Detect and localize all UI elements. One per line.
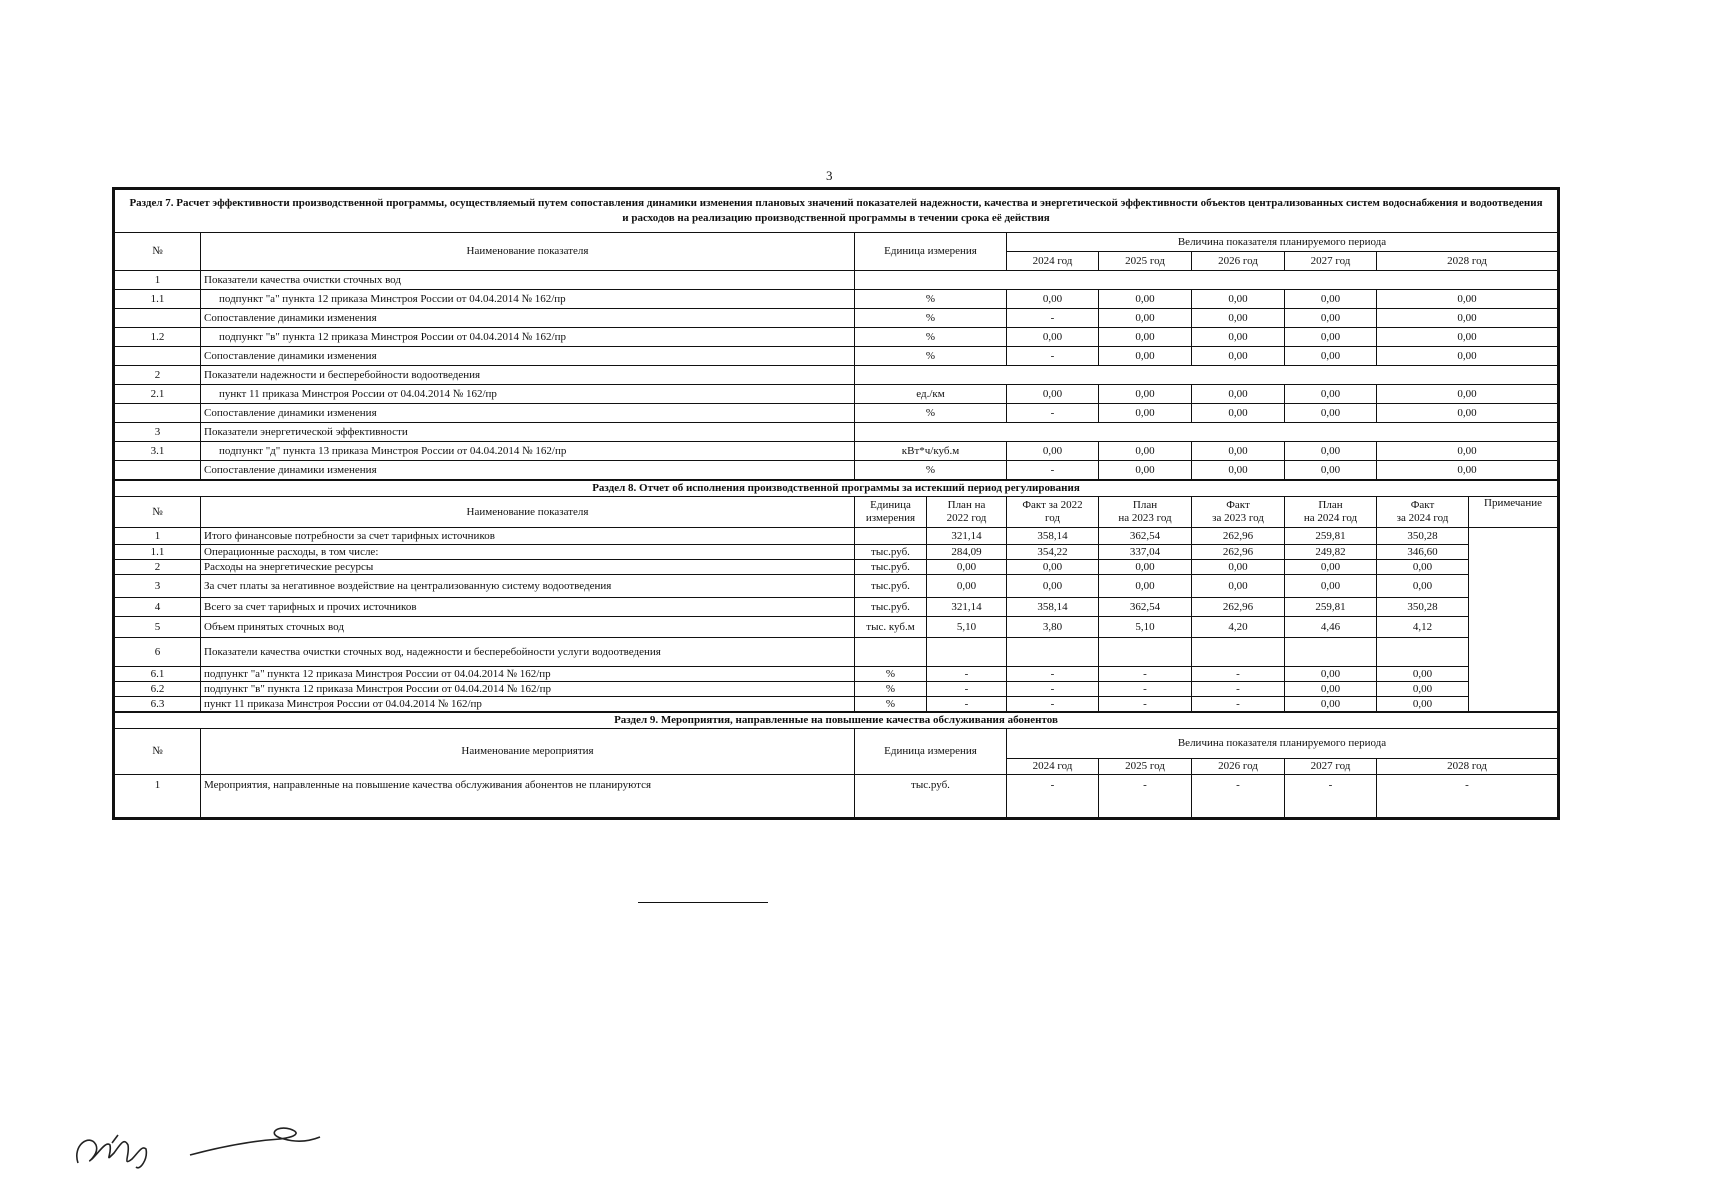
row-unit: тыс.руб. — [855, 560, 927, 575]
row-value: - — [1192, 667, 1285, 682]
row-value: 0,00 — [1285, 385, 1377, 404]
row-value — [1192, 638, 1285, 667]
row-value: - — [1377, 775, 1558, 818]
unit-header-line1: Единица — [870, 499, 911, 511]
row-value: - — [1007, 461, 1099, 480]
row-number: 1 — [115, 528, 201, 545]
row-number: 2 — [115, 366, 201, 385]
table-row — [115, 271, 1558, 290]
row-value: 0,00 — [1377, 461, 1558, 480]
year-header: 2024 год — [1007, 759, 1099, 775]
row-value: 259,81 — [1285, 598, 1377, 617]
row-number: 1 — [115, 775, 201, 818]
s8-col-name-header: Наименование показателя — [201, 497, 855, 528]
row-number — [115, 347, 201, 366]
period-header-line1: Факт — [1410, 499, 1435, 511]
row-value: 0,00 — [1285, 667, 1377, 682]
period-header-line2: за 2023 год — [1212, 512, 1264, 524]
row-value: 0,00 — [1192, 442, 1285, 461]
row-value — [1285, 638, 1377, 667]
row-unit: тыс. куб.м — [855, 617, 927, 638]
row-unit: тыс.руб. — [855, 775, 1007, 818]
table-row — [115, 442, 1558, 461]
row-value: 0,00 — [1007, 560, 1099, 575]
row-value: 262,96 — [1192, 528, 1285, 545]
unit-header-line2: измерения — [865, 512, 916, 524]
s8-period-header — [927, 497, 1007, 528]
s8-col-unit-header — [855, 497, 927, 528]
row-value: 0,00 — [1285, 309, 1377, 328]
row-value — [1377, 638, 1469, 667]
s8-period-header — [1285, 497, 1377, 528]
row-value: 0,00 — [1099, 575, 1192, 598]
col-period-header: Величина показателя планируемого периода — [1007, 233, 1558, 252]
row-value: 0,00 — [1285, 328, 1377, 347]
s9-col-unit-header: Единица измерения — [855, 729, 1007, 775]
year-header: 2028 год — [1377, 252, 1558, 271]
row-value — [927, 638, 1007, 667]
row-number: 6.1 — [115, 667, 201, 682]
row-name: Всего за счет тарифных и прочих источников — [201, 598, 855, 617]
row-name: подпункт "в" пункта 12 приказа Минстроя России от 04.04.2014 № 162/пр — [201, 328, 855, 347]
period-header-line1: Факт за 2022 — [1022, 499, 1083, 511]
row-value: 0,00 — [1099, 560, 1192, 575]
table-row — [115, 638, 1558, 667]
table-row — [115, 290, 1558, 309]
row-value: - — [1007, 309, 1099, 328]
document-frame — [112, 187, 1560, 820]
row-value: 321,14 — [927, 598, 1007, 617]
row-value: 0,00 — [1192, 290, 1285, 309]
row-number: 6.3 — [115, 697, 201, 712]
row-value: 350,28 — [1377, 598, 1469, 617]
table-row — [115, 575, 1558, 598]
year-header: 2027 год — [1285, 252, 1377, 271]
row-name: Сопоставление динамики изменения — [201, 461, 855, 480]
table-row — [115, 775, 1558, 818]
year-header: 2028 год — [1377, 759, 1558, 775]
period-header-line1: План — [1318, 499, 1343, 511]
period-header-line2: 2022 год — [946, 512, 987, 524]
row-number: 1 — [115, 271, 201, 290]
year-header: 2026 год — [1192, 759, 1285, 775]
row-value: 262,96 — [1192, 545, 1285, 560]
row-name: Операционные расходы, в том числе: — [201, 545, 855, 560]
row-value: 0,00 — [1099, 442, 1192, 461]
row-name: Мероприятия, направленные на повышение качества обслуживания абонентов не планируются — [201, 775, 855, 818]
year-header: 2024 год — [1007, 252, 1099, 271]
row-value: 0,00 — [1377, 667, 1469, 682]
row-value: 0,00 — [1099, 328, 1192, 347]
row-value: 358,14 — [1007, 598, 1099, 617]
year-header: 2025 год — [1099, 252, 1192, 271]
row-unit — [855, 638, 927, 667]
section7-table — [114, 189, 1558, 480]
row-number: 3 — [115, 575, 201, 598]
row-value: - — [1099, 667, 1192, 682]
row-name: Показатели надежности и бесперебойности водоотведения — [201, 366, 855, 385]
table-row — [115, 328, 1558, 347]
table-row — [115, 682, 1558, 697]
row-name: Итого финансовые потребности за счет тарифных источников — [201, 528, 855, 545]
s8-period-header — [1007, 497, 1099, 528]
row-number: 6.2 — [115, 682, 201, 697]
table-row — [115, 697, 1558, 712]
table-row — [115, 560, 1558, 575]
row-name: пункт 11 приказа Минстроя России от 04.04.2014 № 162/пр — [201, 385, 855, 404]
row-value: 0,00 — [1192, 560, 1285, 575]
group-empty — [855, 271, 1558, 290]
row-value: - — [1007, 347, 1099, 366]
s8-col-note-header: Примечание — [1469, 497, 1558, 528]
group-empty — [855, 366, 1558, 385]
period-header-line2: на 2023 год — [1118, 512, 1172, 524]
year-header: 2027 год — [1285, 759, 1377, 775]
table-row — [115, 366, 1558, 385]
row-name: Сопоставление динамики изменения — [201, 347, 855, 366]
period-header-line1: План на — [947, 499, 986, 511]
row-value: 4,12 — [1377, 617, 1469, 638]
row-value: - — [1007, 667, 1099, 682]
year-header: 2025 год — [1099, 759, 1192, 775]
row-number: 1.2 — [115, 328, 201, 347]
row-unit: % — [855, 290, 1007, 309]
table-row — [115, 545, 1558, 560]
row-value: 0,00 — [1007, 290, 1099, 309]
row-value — [1007, 638, 1099, 667]
row-value: - — [1099, 775, 1192, 818]
row-value: 0,00 — [1285, 347, 1377, 366]
row-value: 0,00 — [1377, 560, 1469, 575]
row-unit: % — [855, 697, 927, 712]
row-value: 346,60 — [1377, 545, 1469, 560]
section9-title: Раздел 9. Мероприятия, направленные на повышение качества обслуживания абонентов — [115, 713, 1558, 729]
row-unit: % — [855, 404, 1007, 423]
signature-line — [638, 902, 768, 903]
row-value: 0,00 — [1007, 442, 1099, 461]
row-number: 1.1 — [115, 545, 201, 560]
row-name: Показатели качества очистки сточных вод — [201, 271, 855, 290]
row-unit — [855, 528, 927, 545]
section8-table — [114, 480, 1558, 712]
row-unit: % — [855, 461, 1007, 480]
row-name: пункт 11 приказа Минстроя России от 04.04.2014 № 162/пр — [201, 697, 855, 712]
row-number — [115, 309, 201, 328]
row-value: 362,54 — [1099, 598, 1192, 617]
row-name: подпункт "а" пункта 12 приказа Минстроя России от 04.04.2014 № 162/пр — [201, 290, 855, 309]
row-value: 0,00 — [1192, 347, 1285, 366]
row-unit: кВт*ч/куб.м — [855, 442, 1007, 461]
row-unit: тыс.руб. — [855, 575, 927, 598]
s9-col-period-header: Величина показателя планируемого периода — [1007, 729, 1558, 759]
table-row — [115, 667, 1558, 682]
row-value: - — [927, 682, 1007, 697]
row-value: 0,00 — [1377, 575, 1469, 598]
row-value: 0,00 — [1377, 328, 1558, 347]
row-number: 4 — [115, 598, 201, 617]
row-value: - — [1007, 404, 1099, 423]
row-number: 1.1 — [115, 290, 201, 309]
row-value: 0,00 — [1192, 328, 1285, 347]
row-value: 259,81 — [1285, 528, 1377, 545]
period-header-line2: за 2024 год — [1396, 512, 1449, 524]
row-unit: % — [855, 347, 1007, 366]
row-unit: тыс.руб. — [855, 545, 927, 560]
row-value: 262,96 — [1192, 598, 1285, 617]
period-header-line1: Факт — [1226, 499, 1250, 511]
row-value: 284,09 — [927, 545, 1007, 560]
row-value: 0,00 — [1099, 404, 1192, 423]
section7-title: Раздел 7. Расчет эффективности производственной программы, осуществляемый путем сопоставления динамики изменения плановых значений показателей надежности, качества и энергетической эффективности объектов централизованных систем водоснабжения и водоотведения и расходов на реализацию производственной программы в течении срока её действия — [115, 190, 1558, 233]
table-row — [115, 309, 1558, 328]
row-value: 0,00 — [1285, 461, 1377, 480]
row-unit: % — [855, 328, 1007, 347]
row-value: 0,00 — [927, 560, 1007, 575]
row-name: Объем принятых сточных вод — [201, 617, 855, 638]
table-row — [115, 598, 1558, 617]
row-value: 0,00 — [1377, 404, 1558, 423]
row-value: - — [1099, 682, 1192, 697]
row-value: 0,00 — [1285, 290, 1377, 309]
row-name: Сопоставление динамики изменения — [201, 309, 855, 328]
row-number: 5 — [115, 617, 201, 638]
section8-title: Раздел 8. Отчет об исполнения производственной программы за истекший период регулирования — [115, 481, 1558, 497]
row-unit: % — [855, 667, 927, 682]
col-name-header: Наименование показателя — [201, 233, 855, 271]
row-value: 0,00 — [1285, 575, 1377, 598]
row-name: подпункт "а" пункта 12 приказа Минстроя России от 04.04.2014 № 162/пр — [201, 667, 855, 682]
row-unit: % — [855, 682, 927, 697]
row-number: 2.1 — [115, 385, 201, 404]
period-header-line2: год — [1044, 512, 1061, 524]
row-number: 2 — [115, 560, 201, 575]
table-row — [115, 347, 1558, 366]
row-value: 0,00 — [1192, 309, 1285, 328]
row-name: Расходы на энергетические ресурсы — [201, 560, 855, 575]
row-value: 0,00 — [1285, 560, 1377, 575]
row-value: 0,00 — [1377, 385, 1558, 404]
row-value: 0,00 — [1099, 385, 1192, 404]
row-number — [115, 461, 201, 480]
row-unit: тыс.руб. — [855, 598, 927, 617]
group-empty — [855, 423, 1558, 442]
row-value: 337,04 — [1099, 545, 1192, 560]
row-value: 249,82 — [1285, 545, 1377, 560]
row-value: 358,14 — [1007, 528, 1099, 545]
row-value: - — [1007, 775, 1099, 818]
col-unit-header: Единица измерения — [855, 233, 1007, 271]
row-value: 5,10 — [927, 617, 1007, 638]
row-value: 3,80 — [1007, 617, 1099, 638]
col-no-header: № — [115, 233, 201, 271]
section9-table — [114, 712, 1558, 818]
row-value: 0,00 — [1377, 309, 1558, 328]
row-value: 0,00 — [1285, 682, 1377, 697]
period-header-line2: на 2024 год — [1303, 512, 1358, 524]
row-value: 4,46 — [1285, 617, 1377, 638]
row-name: подпункт "в" пункта 12 приказа Минстроя России от 04.04.2014 № 162/пр — [201, 682, 855, 697]
s8-period-header — [1377, 497, 1469, 528]
row-value: - — [927, 667, 1007, 682]
row-value: 350,28 — [1377, 528, 1469, 545]
row-value: - — [927, 697, 1007, 712]
row-value: - — [1099, 697, 1192, 712]
row-value: 0,00 — [1099, 309, 1192, 328]
table-row — [115, 404, 1558, 423]
row-value: 0,00 — [1285, 697, 1377, 712]
row-value: 362,54 — [1099, 528, 1192, 545]
row-name: подпункт "д" пункта 13 приказа Минстроя России от 04.04.2014 № 162/пр — [201, 442, 855, 461]
row-value: 0,00 — [1007, 575, 1099, 598]
row-number — [115, 404, 201, 423]
row-value: 0,00 — [1285, 404, 1377, 423]
row-value: 0,00 — [1007, 328, 1099, 347]
row-value: 0,00 — [1377, 442, 1558, 461]
row-value: - — [1285, 775, 1377, 818]
row-value: 0,00 — [1377, 682, 1469, 697]
row-name: За счет платы за негативное воздействие на централизованную систему водоотведения — [201, 575, 855, 598]
row-value: 0,00 — [1099, 461, 1192, 480]
table-row — [115, 461, 1558, 480]
table-row — [115, 423, 1558, 442]
row-value: 0,00 — [1377, 347, 1558, 366]
period-header-line1: План — [1132, 499, 1158, 511]
row-value: 4,20 — [1192, 617, 1285, 638]
table-row — [115, 385, 1558, 404]
row-value: 0,00 — [1377, 290, 1558, 309]
row-value: 0,00 — [927, 575, 1007, 598]
row-value: - — [1007, 697, 1099, 712]
row-value: - — [1007, 682, 1099, 697]
row-value: - — [1192, 682, 1285, 697]
row-name: Показатели качества очистки сточных вод, надежности и бесперебойности услуги водоотведения — [201, 638, 855, 667]
row-value: 321,14 — [927, 528, 1007, 545]
note-cell — [1469, 528, 1558, 712]
row-value: 0,00 — [1192, 461, 1285, 480]
row-value: 0,00 — [1007, 385, 1099, 404]
s9-col-no-header: № — [115, 729, 201, 775]
row-name: Показатели энергетической эффективности — [201, 423, 855, 442]
row-value: - — [1192, 775, 1285, 818]
row-number: 3 — [115, 423, 201, 442]
year-header: 2026 год — [1192, 252, 1285, 271]
row-value: 0,00 — [1192, 575, 1285, 598]
row-value: 0,00 — [1192, 404, 1285, 423]
s9-col-name-header: Наименование мероприятия — [201, 729, 855, 775]
row-value: 354,22 — [1007, 545, 1099, 560]
table-row — [115, 617, 1558, 638]
s8-period-header — [1099, 497, 1192, 528]
s8-period-header — [1192, 497, 1285, 528]
row-value: 0,00 — [1192, 385, 1285, 404]
row-name: Сопоставление динамики изменения — [201, 404, 855, 423]
row-unit: % — [855, 309, 1007, 328]
row-value: 0,00 — [1099, 290, 1192, 309]
row-value — [1099, 638, 1192, 667]
row-value: 0,00 — [1099, 347, 1192, 366]
row-value: 0,00 — [1377, 697, 1469, 712]
table-row — [115, 528, 1558, 545]
row-value: 5,10 — [1099, 617, 1192, 638]
s8-col-no-header: № — [115, 497, 201, 528]
row-value: 0,00 — [1285, 442, 1377, 461]
row-number: 3.1 — [115, 442, 201, 461]
page-number: 3 — [826, 168, 833, 183]
handwritten-signature — [70, 1115, 330, 1175]
row-number: 6 — [115, 638, 201, 667]
row-unit: ед./км — [855, 385, 1007, 404]
row-value: - — [1192, 697, 1285, 712]
